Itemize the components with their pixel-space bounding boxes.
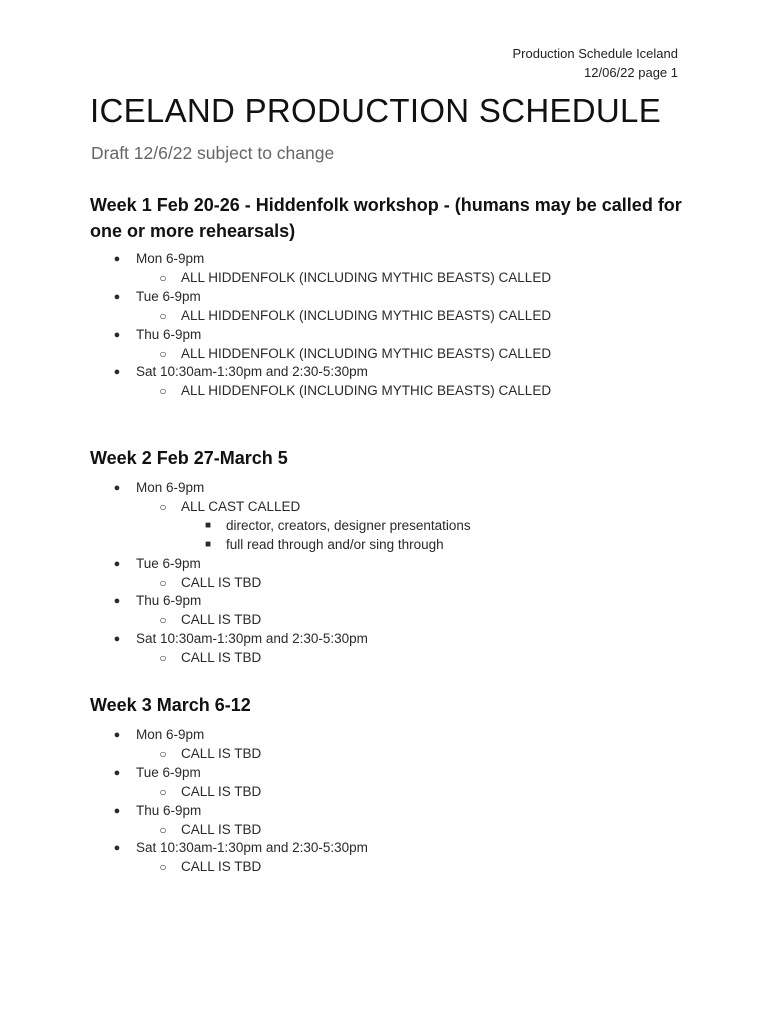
filled-bullet-icon: ● (113, 366, 121, 379)
filled-bullet-icon: ● (113, 290, 121, 303)
hollow-bullet-icon: ○ (159, 613, 167, 628)
hollow-bullet-icon: ○ (159, 384, 167, 399)
week-3-call: ○ CALL IS TBD (90, 858, 368, 877)
hollow-bullet-icon: ○ (159, 499, 167, 514)
filled-bullet-icon: ● (113, 766, 121, 779)
week-3-heading: Week 3 March 6-12 (90, 695, 251, 715)
week-2-day: ● Sat 10:30am-1:30pm and 2:30-5:30pm (90, 630, 471, 649)
week-1-list (90, 250, 551, 401)
hollow-bullet-icon: ○ (159, 346, 167, 361)
week-1-call: ○ ALL HIDDENFOLK (INCLUDING MYTHIC BEASTS) CALLED (90, 382, 551, 401)
filled-bullet-icon: ● (113, 557, 121, 570)
week-1-heading: Week 1 Feb 20-26 - Hiddenfolk workshop - (humans may be called for one or more rehearsals) (90, 195, 682, 241)
filled-bullet-icon: ● (113, 253, 121, 265)
hollow-bullet-icon: ○ (159, 308, 167, 323)
document-title: ICELAND PRODUCTION SCHEDULE (90, 92, 662, 129)
hollow-bullet-icon: ○ (159, 860, 167, 875)
week-2-day: ● Mon 6-9pm (90, 479, 471, 498)
square-bullet-icon: ■ (204, 519, 212, 531)
hollow-bullet-icon: ○ (159, 651, 167, 666)
hollow-bullet-icon: ○ (159, 784, 167, 799)
week-3-call: ○ CALL IS TBD (90, 745, 368, 764)
week-2-call: ○ CALL IS TBD (90, 649, 471, 668)
hollow-bullet-icon: ○ (159, 270, 167, 285)
week-1-day: ● Thu 6-9pm (90, 326, 551, 345)
filled-bullet-icon: ● (113, 842, 121, 855)
week-2-day: ● Thu 6-9pm (90, 592, 471, 611)
week-1-day: ● Mon 6-9pm (90, 250, 551, 269)
week-1-call: ○ ALL HIDDENFOLK (INCLUDING MYTHIC BEASTS) CALLED (90, 345, 551, 364)
hollow-bullet-icon: ○ (159, 575, 167, 590)
week-3-call: ○ CALL IS TBD (90, 783, 368, 802)
filled-bullet-icon: ● (113, 729, 121, 741)
page-header (512, 44, 678, 82)
hollow-bullet-icon: ○ (159, 822, 167, 837)
week-3-day: ● Sat 10:30am-1:30pm and 2:30-5:30pm (90, 839, 368, 858)
week-1-call: ○ ALL HIDDENFOLK (INCLUDING MYTHIC BEASTS) CALLED (90, 307, 551, 326)
week-3-list (90, 726, 368, 877)
document-subtitle: Draft 12/6/22 subject to change (91, 143, 335, 163)
square-bullet-icon: ■ (204, 538, 212, 550)
week-3-call: ○ CALL IS TBD (90, 821, 368, 840)
week-2-detail: ■ director, creators, designer presentations (90, 517, 471, 536)
week-2-call: ○ ALL CAST CALLED (90, 498, 471, 517)
week-3-day: ● Mon 6-9pm (90, 726, 368, 745)
filled-bullet-icon: ● (113, 804, 121, 817)
week-2-heading: Week 2 Feb 27-March 5 (90, 448, 288, 468)
hollow-bullet-icon: ○ (159, 746, 167, 761)
week-1-call: ○ ALL HIDDENFOLK (INCLUDING MYTHIC BEASTS) CALLED (90, 269, 551, 288)
week-2-list (90, 479, 471, 668)
week-2-detail: ■ full read through and/or sing through (90, 536, 471, 555)
week-3-day: ● Thu 6-9pm (90, 802, 368, 821)
week-1-day: ● Tue 6-9pm (90, 288, 551, 307)
header-doc-title: Production Schedule Iceland (512, 46, 678, 61)
week-2-call: ○ CALL IS TBD (90, 611, 471, 630)
filled-bullet-icon: ● (113, 633, 121, 646)
week-1-day: ● Sat 10:30am-1:30pm and 2:30-5:30pm (90, 363, 551, 382)
filled-bullet-icon: ● (113, 595, 121, 608)
week-2-day: ● Tue 6-9pm (90, 555, 471, 574)
filled-bullet-icon: ● (113, 482, 121, 494)
header-date-page: 12/06/22 page 1 (584, 65, 678, 80)
week-2-call: ○ CALL IS TBD (90, 574, 471, 593)
week-3-day: ● Tue 6-9pm (90, 764, 368, 783)
filled-bullet-icon: ● (113, 328, 121, 341)
